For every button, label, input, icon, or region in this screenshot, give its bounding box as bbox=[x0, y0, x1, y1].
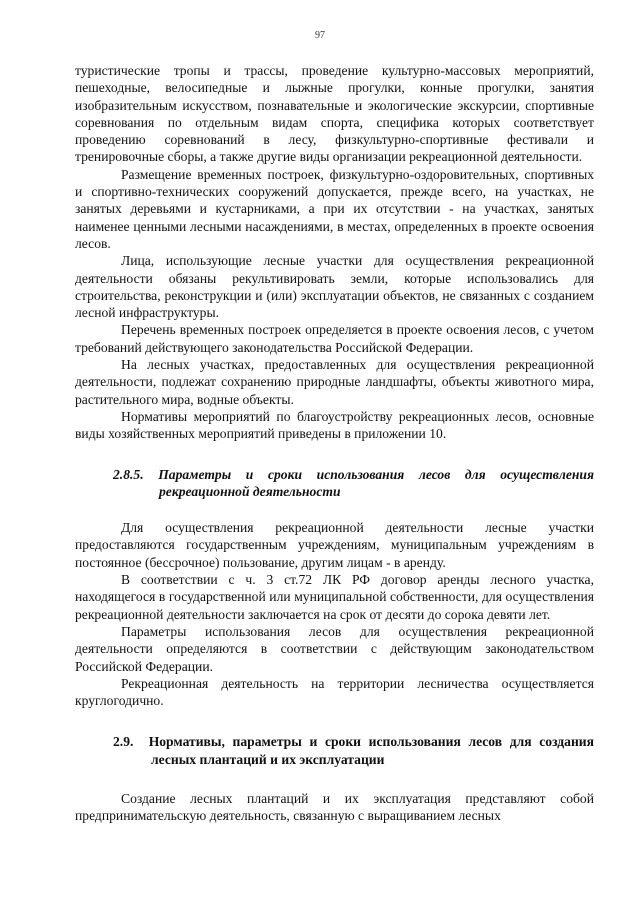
middle-section bbox=[75, 519, 594, 709]
paragraph: На лесных участках, предоставленных для осуществления рекреационной деятельности, подлежат сохранению природные ландшафты, объекты животного мира, растительного мира, водные объекты. bbox=[75, 357, 594, 407]
top-section bbox=[75, 62, 594, 443]
section-heading-2-8-5 bbox=[75, 466, 594, 501]
paragraph: Параметры использования лесов для осуществления рекреационной деятельности определяются в соответствии с действующим законодательством Российской Федерации. bbox=[75, 623, 594, 674]
paragraph: Размещение временных построек, физкультурно-оздоровительных, спортивных и спортивно-технических сооружений допускается, прежде всего, на участках, не занятых деревьями и кустарниками, а при их отсутствии - на участках, занятых наименее ценными лесными насаждениями, в местах, определенных в проекте освоения лесов. bbox=[75, 166, 594, 251]
section-title: Нормативы, параметры и сроки использования лесов для создания лесных плантаций и их эксплуатации bbox=[148, 734, 594, 767]
section-number: 2.8.5. bbox=[113, 466, 144, 482]
section-heading-2-9 bbox=[75, 733, 594, 768]
paragraph: Для осуществления рекреационной деятельности лесные участки предоставляются государственным учреждениям, муниципальным учреждениям в постоянное (бессрочное) пользование, другим лицам - в аренду. bbox=[75, 520, 594, 570]
paragraph: Перечень временных построек определяется в проекте освоения лесов, с учетом требований действующего законодательства Российской Федерации. bbox=[75, 322, 594, 355]
section-title: Параметры и сроки использования лесов для осуществления рекреационной деятельности bbox=[158, 466, 594, 499]
page-number: 97 bbox=[315, 30, 325, 41]
paragraph: туристические тропы и трассы, проведение культурно-массовых мероприятий, пешеходные, велосипедные и лыжные прогулки, конные прогулки, занятия изобразительным искусством, познавательные и экологические экскурсии, спортивные соревнования по отдельным видам спорта, специфика которых соответствует проведению соревнований в лесу, физкультурно-спортивные фестивали и тренировочные сборы, а также другие виды организации рекреационной деятельности. bbox=[75, 63, 594, 165]
paragraph: Рекреационная деятельность на территории лесничества осуществляется круглогодично. bbox=[75, 675, 594, 709]
paragraph: Создание лесных плантаций и их эксплуатация представляют собой предпринимательскую деятельность, связанную с выращиванием лесных bbox=[75, 790, 594, 824]
document-body bbox=[75, 62, 594, 825]
bottom-section bbox=[75, 790, 594, 825]
paragraph: Лица, использующие лесные участки для осуществления рекреационной деятельности обязаны рекультивировать земли, которые использовались для строительства, реконструкции и (или) эксплуатации объектов, не связанных с созданием лесной инфраструктуры. bbox=[75, 253, 594, 321]
paragraph: Нормативы мероприятий по благоустройству рекреационных лесов, основные виды хозяйственных мероприятий приведены в приложении 10. bbox=[75, 408, 594, 442]
section-number: 2.9. bbox=[113, 734, 134, 750]
paragraph: В соответствии с ч. 3 ст.72 ЛК РФ договор аренды лесного участка, находящегося в государственной или муниципальной собственности, для осуществления рекреационной деятельности заключается на срок от десяти до сорока девяти лет. bbox=[75, 572, 594, 622]
